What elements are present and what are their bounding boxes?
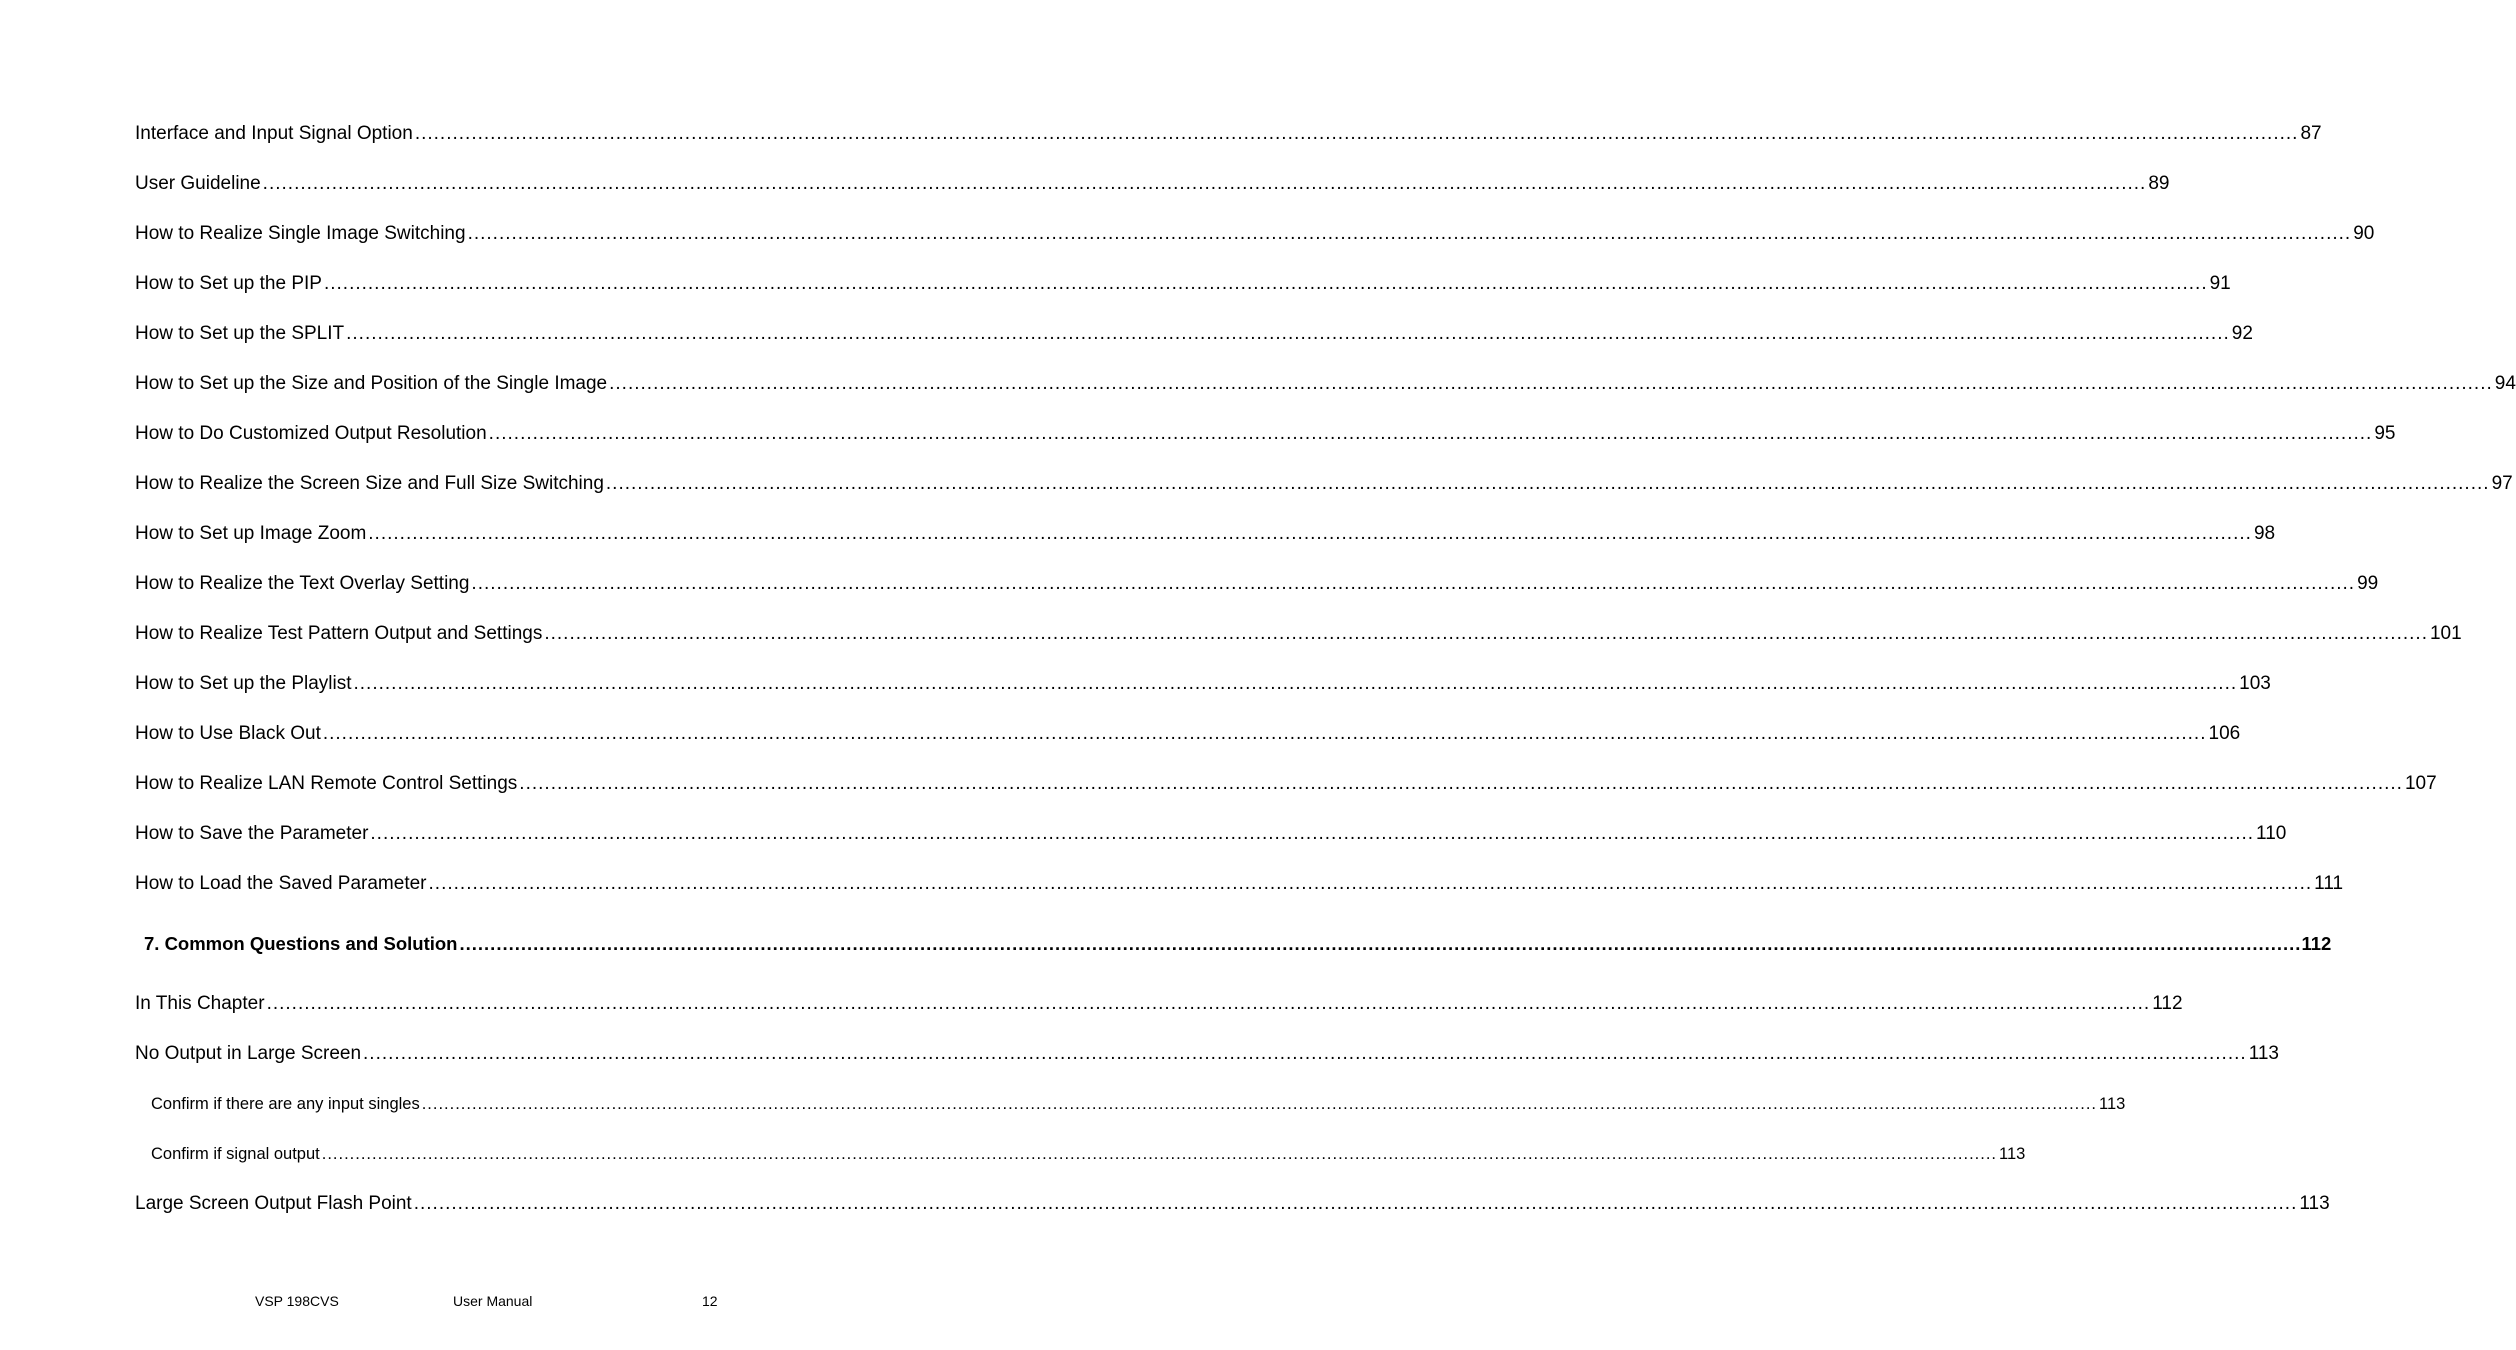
footer-page-number: 12 — [702, 1293, 718, 1309]
toc-entry-page: 95 — [2374, 423, 2396, 444]
toc-entry-page: 106 — [2208, 723, 2241, 744]
toc-entry-title: How to Realize the Text Overlay Setting — [135, 573, 470, 594]
toc-leader-dots: ............................................................................................................................................................................................................................................................................................................ — [421, 1095, 2097, 1113]
toc-leader-dots: ............................................................................................................................................................................................................................................................................................................ — [346, 323, 2230, 344]
toc-entry-title: How to Do Customized Output Resolution — [135, 423, 487, 444]
footer-doc-title: User Manual — [453, 1293, 533, 1309]
toc-entry-title: How to Save the Parameter — [135, 823, 369, 844]
toc-entry-page: 112 — [2152, 993, 2183, 1014]
toc-leader-dots: ............................................................................................................................................................................................................................................................................................................ — [266, 993, 2151, 1014]
toc-leader-dots: ............................................................................................................................................................................................................................................................................................................ — [459, 933, 2302, 954]
toc-entry-title: Confirm if there are any input singles — [151, 1095, 420, 1113]
toc-entry-title: Interface and Input Signal Option — [135, 123, 413, 144]
toc-leader-dots: ............................................................................................................................................................................................................................................................................................................ — [467, 223, 2352, 244]
toc-entry[interactable] — [135, 272, 2231, 296]
toc-entry-title: Large Screen Output Flash Point — [135, 1193, 412, 1214]
toc-entry-title: In This Chapter — [135, 993, 265, 1014]
toc-entry[interactable] — [135, 172, 2170, 196]
toc-entry-page: 91 — [2209, 273, 2231, 294]
toc-entry-page: 90 — [2353, 223, 2375, 244]
toc-entry-page: 103 — [2239, 673, 2271, 694]
toc-chapter-title: 7. Common Questions and Solution — [144, 933, 458, 954]
toc-entry-page: 92 — [2231, 323, 2253, 344]
toc-entry-title: How to Realize Test Pattern Output and Settings — [135, 623, 543, 644]
toc-entry[interactable] — [135, 672, 2271, 696]
toc-entry-page: 113 — [1999, 1145, 2026, 1163]
footer-model: VSP 198CVS — [255, 1293, 339, 1309]
toc-entry[interactable] — [135, 622, 2462, 646]
toc-chapter-entry[interactable] — [144, 932, 2332, 956]
toc-entry[interactable] — [135, 572, 2379, 596]
toc-entry-page: 110 — [2256, 823, 2287, 844]
toc-entry-title: User Guideline — [135, 173, 261, 194]
toc-entry-title: How to Realize Single Image Switching — [135, 223, 466, 244]
toc-entry-page: 97 — [2491, 473, 2513, 494]
toc-entry-page: 101 — [2429, 623, 2462, 644]
toc-leader-dots: ............................................................................................................................................................................................................................................................................................................ — [605, 473, 2490, 494]
toc-leader-dots: ............................................................................................................................................................................................................................................................................................................ — [321, 1145, 1998, 1163]
toc-entry-title: How to Realize LAN Remote Control Settings — [135, 773, 518, 794]
toc-entry[interactable] — [135, 1192, 2330, 1216]
toc-entry[interactable] — [135, 872, 2344, 896]
toc-subentry[interactable] — [151, 1092, 2126, 1116]
toc-leader-dots: ............................................................................................................................................................................................................................................................................................................ — [370, 823, 2255, 844]
toc-entry-title: How to Set up the Playlist — [135, 673, 352, 694]
toc-entry[interactable] — [135, 992, 2183, 1016]
toc-entry-page: 87 — [2300, 123, 2322, 144]
toc-leader-dots: ............................................................................................................................................................................................................................................................................................................ — [609, 373, 2493, 394]
toc-entry-title: How to Set up the SPLIT — [135, 323, 345, 344]
toc-entry-title: No Output in Large Screen — [135, 1043, 362, 1064]
toc-entry-title: How to Set up the PIP — [135, 273, 322, 294]
toc-entry-page: 89 — [2148, 173, 2170, 194]
toc-entry[interactable] — [135, 372, 2516, 396]
toc-entry-page: 111 — [2314, 873, 2344, 894]
toc-entry[interactable] — [135, 772, 2437, 796]
toc-leader-dots: ............................................................................................................................................................................................................................................................................................................ — [323, 273, 2208, 294]
toc-entry-page: 113 — [2099, 1095, 2126, 1113]
toc-entry-page: 98 — [2253, 523, 2276, 544]
toc-entry-page: 113 — [2299, 1193, 2330, 1214]
toc-entry[interactable] — [135, 522, 2276, 546]
toc-leader-dots: ............................................................................................................................................................................................................................................................................................................ — [414, 123, 2299, 144]
toc-entry[interactable] — [135, 122, 2322, 146]
toc-entry-title: Confirm if signal output — [151, 1145, 320, 1163]
toc-entry[interactable] — [135, 322, 2253, 346]
toc-entry-title: How to Set up the Size and Position of the Single Image — [135, 373, 608, 394]
toc-leader-dots: ............................................................................................................................................................................................................................................................................................................ — [363, 1043, 2247, 1064]
toc-entry[interactable] — [135, 472, 2513, 496]
toc-entry-title: How to Load the Saved Parameter — [135, 873, 427, 894]
toc-entry-title: How to Realize the Screen Size and Full Size Switching — [135, 473, 604, 494]
toc-entry-page: 99 — [2357, 573, 2379, 594]
toc-leader-dots: ............................................................................................................................................................................................................................................................................................................ — [322, 723, 2207, 744]
toc-chapter-page: 112 — [2301, 933, 2332, 954]
toc-leader-dots: ............................................................................................................................................................................................................................................................................................................ — [368, 523, 2252, 544]
toc-leader-dots: ............................................................................................................................................................................................................................................................................................................ — [488, 423, 2373, 444]
toc-leader-dots: ............................................................................................................................................................................................................................................................................................................ — [262, 173, 2147, 194]
toc-leader-dots: ............................................................................................................................................................................................................................................................................................................ — [353, 673, 2238, 694]
toc-entry-page: 113 — [2248, 1043, 2279, 1064]
toc-leader-dots: ............................................................................................................................................................................................................................................................................................................ — [413, 1193, 2298, 1214]
toc-entry[interactable] — [135, 1042, 2279, 1066]
toc-entry[interactable] — [135, 222, 2375, 246]
toc-entry-page: 107 — [2404, 773, 2437, 794]
toc-leader-dots: ............................................................................................................................................................................................................................................................................................................ — [544, 623, 2428, 644]
toc-entry[interactable] — [135, 722, 2241, 746]
toc-leader-dots: ............................................................................................................................................................................................................................................................................................................ — [471, 573, 2356, 594]
toc-entry-page: 94 — [2494, 373, 2516, 394]
toc-subentry[interactable] — [151, 1142, 2026, 1166]
toc-entry[interactable] — [135, 422, 2396, 446]
toc-entry-title: How to Use Black Out — [135, 723, 321, 744]
toc-leader-dots: ............................................................................................................................................................................................................................................................................................................ — [519, 773, 2403, 794]
toc-leader-dots: ............................................................................................................................................................................................................................................................................................................ — [428, 873, 2313, 894]
toc-entry[interactable] — [135, 822, 2287, 846]
toc-entry-title: How to Set up Image Zoom — [135, 523, 367, 544]
